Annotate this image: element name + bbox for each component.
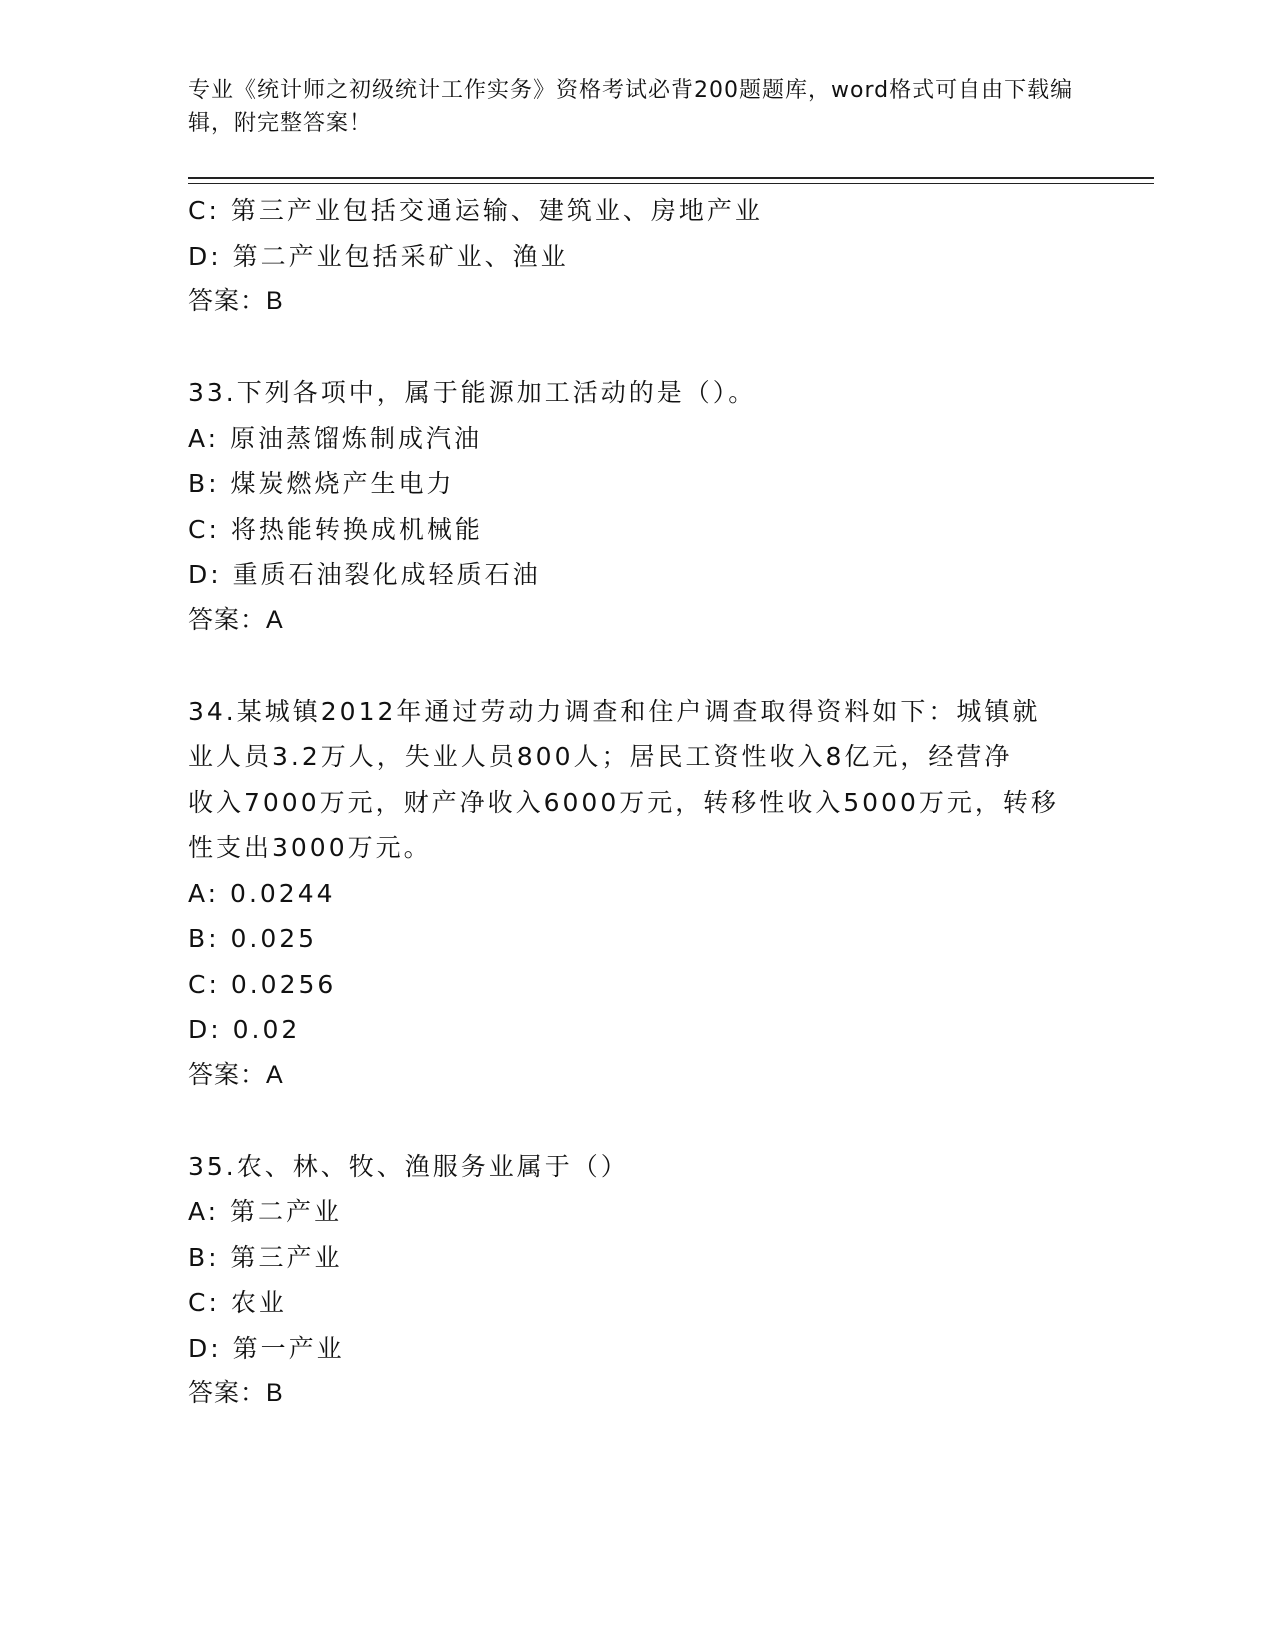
question-33 [188, 370, 1088, 643]
option-a: A: 0.0244 [188, 878, 336, 908]
spacer [188, 1098, 1088, 1144]
option-a: A: 原油蒸馏炼制成汽油 [188, 423, 483, 453]
question-stem-line-4: 性支出3000万元。 [188, 833, 432, 862]
option-d: D: 第二产业包括采矿业、渔业 [188, 241, 569, 271]
answer-line: 答案：A [188, 1060, 284, 1089]
option-b: B: 0.025 [188, 924, 318, 953]
option-c: C: 0.0256 [188, 969, 337, 999]
option-d: D: 0.02 [188, 1015, 301, 1044]
option-b: B: 煤炭燃烧产生电力 [188, 469, 455, 498]
option-c: C: 将热能转换成机械能 [188, 514, 483, 544]
question-stem: 35.农、林、牧、渔服务业属于（） [188, 1151, 629, 1181]
question-stem-line-2: 业人员3.2万人，失业人员800人；居民工资性收入8亿元，经营净 [188, 742, 1013, 771]
answer-line: 答案：A [188, 605, 284, 634]
question-content [188, 188, 1088, 1417]
question-35 [188, 1144, 1088, 1417]
option-a: A: 第二产业 [188, 1197, 343, 1226]
question-stem: 33.下列各项中，属于能源加工活动的是（）。 [188, 378, 757, 407]
option-c: C: 农业 [188, 1288, 287, 1317]
previous-question-tail [188, 188, 1088, 325]
question-34 [188, 689, 1088, 1099]
spacer [188, 643, 1088, 689]
question-stem-line-3: 收入7000万元，财产净收入6000万元，转移性收入5000万元，转移 [188, 787, 1059, 817]
option-d: D: 第一产业 [188, 1333, 345, 1363]
option-d: D: 重质石油裂化成轻质石油 [188, 560, 541, 589]
answer-line: 答案：B [188, 1379, 284, 1407]
header-divider-thin [188, 183, 1154, 184]
document-header: 专业《统计师之初级统计工作实务》资格考试必背200题题库，word格式可自由下载编辑，附完整答案！ [188, 78, 1074, 136]
option-c: C: 第三产业包括交通运输、建筑业、房地产业 [188, 196, 763, 225]
header-divider-thick [188, 177, 1154, 179]
answer-line: 答案：B [188, 287, 284, 315]
option-b: B: 第三产业 [188, 1242, 343, 1272]
question-stem-line-1: 34.某城镇2012年通过劳动力调查和住户调查取得资料如下：城镇就 [188, 696, 1041, 726]
spacer [188, 325, 1088, 371]
